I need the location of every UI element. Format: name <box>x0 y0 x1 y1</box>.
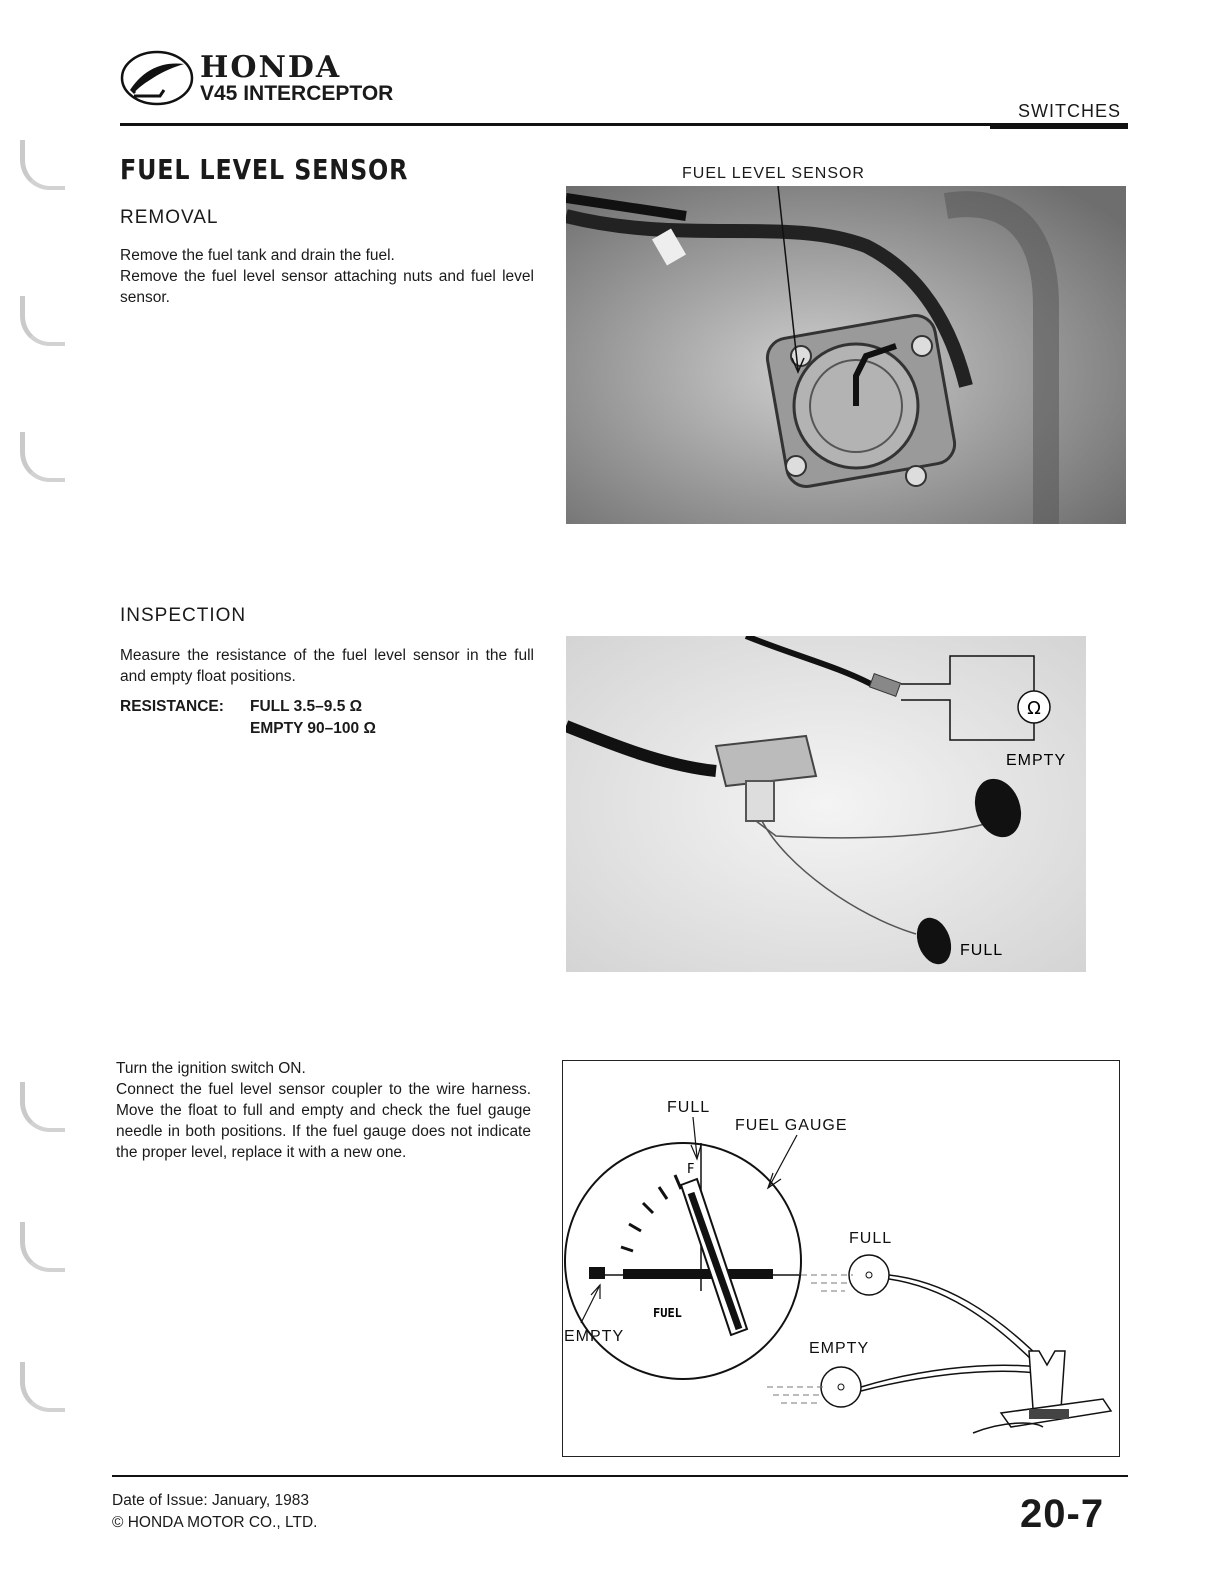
photo-sensor-on-tank <box>566 186 1126 524</box>
footer-rule <box>112 1475 1128 1477</box>
binder-hole <box>20 140 65 190</box>
label-fuel-gauge: FUEL GAUGE <box>735 1117 848 1134</box>
label-float-empty: EMPTY <box>809 1340 870 1357</box>
honda-wing-logo-icon <box>120 50 194 106</box>
resistance-label: RESISTANCE: <box>120 698 224 715</box>
removal-line-2: Remove the fuel level sensor attaching nuts and fuel level sensor. <box>120 268 534 306</box>
photo-float-positions <box>566 636 1086 972</box>
header-rule-accent <box>990 123 1128 129</box>
resistance-full: FULL 3.5–9.5 Ω <box>250 698 363 715</box>
label-float-full: FULL <box>849 1230 893 1247</box>
removal-heading: REMOVAL <box>120 207 219 228</box>
binder-hole <box>20 432 65 482</box>
fuel-gauge-diagram <box>562 1060 1120 1457</box>
binder-hole <box>20 1082 65 1132</box>
brand-name: HONDA <box>200 50 342 85</box>
inspection-heading: INSPECTION <box>120 605 247 626</box>
page-title: FUEL LEVEL SENSOR <box>120 153 409 186</box>
page-number: 20-7 <box>1020 1492 1105 1536</box>
copyright: © HONDA MOTOR CO., LTD. <box>112 1514 318 1531</box>
inspection-text: Measure the resistance of the fuel level sensor in the full and empty float positions. <box>120 647 534 685</box>
resistance-empty: EMPTY 90–100 Ω <box>250 720 376 737</box>
binder-hole <box>20 296 65 346</box>
dial-fuel-word: FUEL <box>653 1306 682 1320</box>
gauge-check-text <box>116 1058 531 1163</box>
dial-f-mark: F <box>687 1162 695 1177</box>
gauge-check-line-2: Connect the fuel level sensor coupler to the wire harness. Move the float to full and empty and check the fuel gauge needle in both positions. If the fuel gauge does not indicate the proper level, replace it with a new one. <box>116 1081 531 1161</box>
gauge-check-line-1: Turn the ignition switch ON. <box>116 1060 306 1077</box>
label-full-float: FULL <box>960 942 1004 959</box>
header-rule <box>120 123 1128 126</box>
binder-hole <box>20 1222 65 1272</box>
issue-date: Date of Issue: January, 1983 <box>112 1492 310 1509</box>
removal-line-1: Remove the fuel tank and drain the fuel. <box>120 247 395 264</box>
removal-text <box>120 245 534 308</box>
figure-label-fuel-level-sensor: FUEL LEVEL SENSOR <box>682 165 865 182</box>
binder-hole <box>20 1362 65 1412</box>
section-title: SWITCHES <box>1018 101 1122 121</box>
label-gauge-full: FULL <box>667 1099 711 1116</box>
ohmmeter-symbol: Ω <box>1027 698 1041 719</box>
label-gauge-empty: EMPTY <box>564 1328 625 1345</box>
label-empty-float: EMPTY <box>1006 752 1067 769</box>
model-name: V45 INTERCEPTOR <box>200 82 394 105</box>
